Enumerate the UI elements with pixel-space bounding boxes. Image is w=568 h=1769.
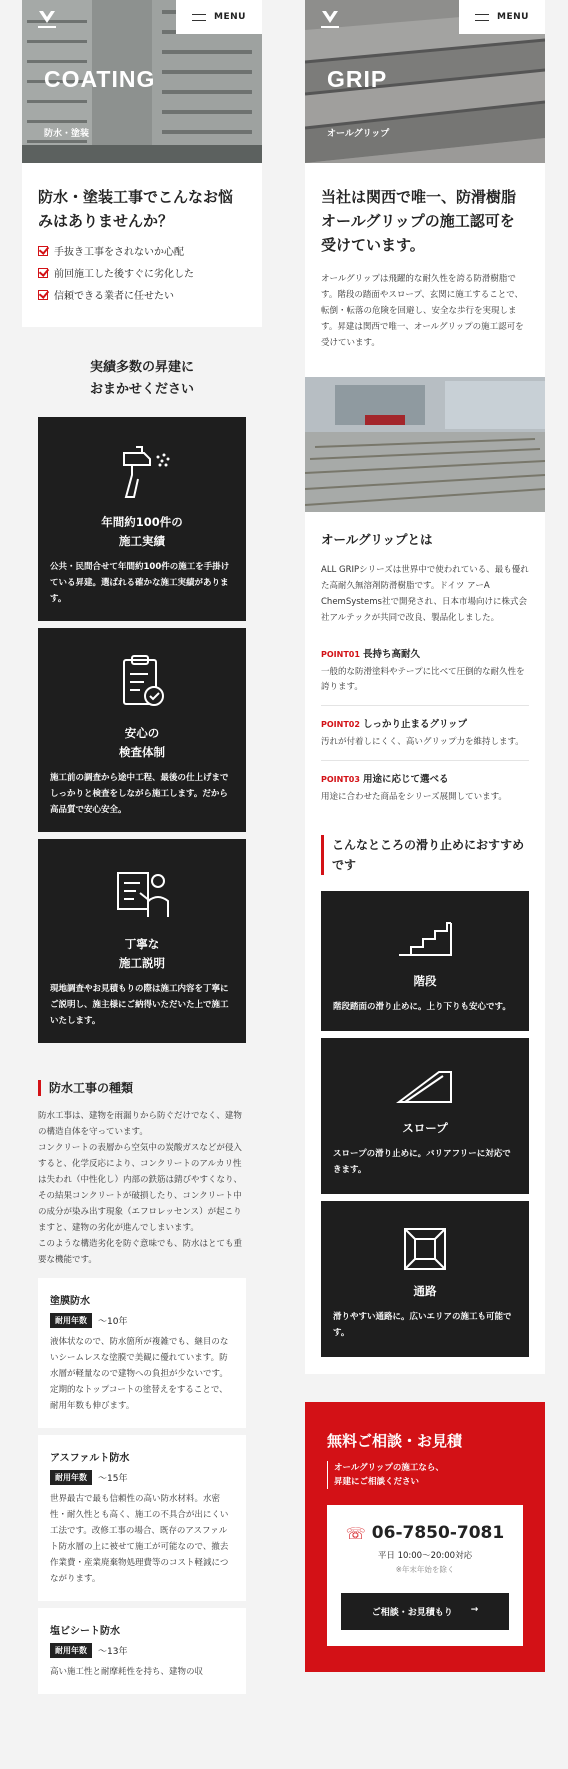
- point-text: 汚れが付着しにくく、高いグリップ力を維持します。: [321, 737, 524, 747]
- spray-gun-icon: [110, 439, 174, 503]
- type-name: 塗膜防水: [50, 1296, 90, 1307]
- place-card: [321, 1038, 529, 1194]
- list-item: 信頼できる業者に任せたい: [38, 287, 246, 302]
- page-subtitle: 防水・塗装: [44, 129, 90, 139]
- place-title: 階段: [413, 974, 437, 988]
- company-logo-icon[interactable]: [34, 8, 60, 34]
- grip-hero: [305, 0, 545, 163]
- menu-label: MENU: [214, 12, 246, 22]
- place-title: 通路: [413, 1284, 437, 1298]
- phone-number: 06-7850-7081: [371, 1523, 505, 1543]
- places-heading: こんなところの滑り止めにおすすめです: [321, 835, 529, 875]
- corridor-icon: [402, 1226, 448, 1272]
- business-hours: 平日 10:00〜20:00対応: [377, 1551, 473, 1561]
- strength-card: [38, 417, 246, 621]
- place-card: [321, 1201, 529, 1357]
- lifespan-badge: 耐用年数: [50, 1470, 92, 1485]
- consultation-button[interactable]: ご相談・お見積もり →: [341, 1593, 509, 1630]
- type-text: 液体状なので、防水箇所が複雑でも、継目のないシームレスな塗膜で美観に優れています。防水層が軽量なので建物への負担が少ないです。定期的なトップコートの塗替えをすることで、耐用年数も伸びます。: [50, 1337, 229, 1411]
- lifespan-value: 〜10年: [98, 1317, 128, 1327]
- type-text: 高い施工性と耐摩耗性を持ち、建物の収: [50, 1667, 204, 1677]
- strength-title: 丁寧な 施工説明: [119, 937, 165, 970]
- presenter-icon: [110, 861, 174, 925]
- allgrip-about-section: [305, 512, 545, 1374]
- coating-hero: [22, 0, 262, 163]
- strength-text: 現地調査やお見積もりの際は施工内容を丁寧にご説明し、施主様にご納得いただいた上で施工いたします。: [50, 984, 229, 1026]
- lifespan-badge: 耐用年数: [50, 1313, 92, 1328]
- point-title: しっかり止まるグリップ: [362, 719, 468, 730]
- menu-label: MENU: [497, 12, 529, 22]
- arrow-right-icon: →: [470, 1605, 479, 1615]
- waterproof-type-card: [38, 1435, 246, 1601]
- strength-text: 公共・民間合せて年間約100件の施工を手掛けている昇建。選ばれる確かな施工実績があります。: [50, 562, 230, 604]
- lifespan-value: 〜15年: [98, 1474, 128, 1484]
- list-item: [321, 636, 529, 706]
- worries-list: [38, 243, 246, 302]
- grip-intro-text: オールグリップは飛躍的な耐久性を誇る防滑樹脂です。階段の踏面やスロープ、玄関に施工することで、転倒・転落の危険を回避し、安全な歩行を実現します。昇建は関西で唯一、オールグリップの施工認可を受けています。: [321, 274, 524, 348]
- checkbox-icon: [38, 290, 48, 300]
- place-text: 滑りやすい通路に。広いエリアの施工も可能です。: [333, 1312, 512, 1338]
- grip-intro-heading: 当社は関西で唯一、防滑樹脂オールグリップの施工認可を受けています。: [321, 188, 517, 254]
- list-item: 手抜き工事をされないか心配: [38, 243, 246, 258]
- clipboard-check-icon: [110, 650, 174, 714]
- entrance-photo: [305, 377, 545, 512]
- contact-title: 無料ご相談・お見積: [327, 1432, 463, 1450]
- entrance-image: [305, 377, 545, 512]
- grip-intro-section: [305, 163, 545, 377]
- point-text: 用途に合わせた商品をシリーズ展開しています。: [321, 792, 507, 802]
- stairs-icon: [395, 919, 455, 959]
- coating-column: [22, 0, 262, 1694]
- checkbox-icon: [38, 268, 48, 278]
- menu-button[interactable]: [176, 0, 262, 34]
- menu-button[interactable]: [459, 0, 545, 34]
- grip-column: [305, 0, 545, 1672]
- waterproof-types-heading: 防水工事の種類: [38, 1079, 246, 1096]
- point-title: 長持ち高耐久: [362, 649, 420, 660]
- type-text: 世界最古で最も信頼性の高い防水材料。水密性・耐久性とも高く、施工の不具合が出にくい工法です。改修工事の場合、既存のアスファルト防水層の上に被せて施工が可能なので、撤去作業費・産業廃棄物処理費等のコスト軽減につながります。: [50, 1494, 229, 1584]
- place-title: スロープ: [402, 1121, 448, 1135]
- place-card: [321, 891, 529, 1031]
- waterproof-type-card: [38, 1608, 246, 1694]
- waterproof-description: 防水工事は、建物を雨漏りから防ぐだけでなく、建物の構造自体を守っています。 コンクリートの表層から空気中の炭酸ガスなどが侵入すると、化学反応により、コンクリートのアルカリ性は失われ（中性化し）内部の鉄筋は錆びやすくなり、その結果コンクリートが破損したり、コンクリート中の成分が染み出す現象（エフロレッセンス）が起こりますと、建物の劣化が進んでしまいます。 このような構造劣化を防ぐ意味でも、防水はとても重要な機能です。: [38, 1111, 243, 1265]
- list-item: 前回施工した後すぐに劣化した: [38, 265, 246, 280]
- place-text: 階段踏面の滑り止めに。上り下りも安心です。: [333, 1002, 511, 1012]
- lifespan-badge: 耐用年数: [50, 1643, 92, 1658]
- contact-lead: オールグリップの施工なら、 昇建にご相談ください: [327, 1461, 523, 1489]
- phone-link[interactable]: [341, 1523, 509, 1543]
- hamburger-icon: [192, 14, 206, 21]
- point-number: POINT02: [321, 720, 360, 729]
- contact-box: [327, 1505, 523, 1646]
- point-number: POINT03: [321, 775, 360, 784]
- place-text: スロープの滑り止めに。バリアフリーに対応できます。: [333, 1149, 511, 1175]
- hamburger-icon: [475, 14, 489, 21]
- point-number: POINT01: [321, 650, 360, 659]
- phone-icon: ☏: [345, 1523, 366, 1543]
- strength-card: [38, 839, 246, 1043]
- list-item: [321, 761, 529, 815]
- list-item: [321, 706, 529, 761]
- page-subtitle: オールグリップ: [327, 129, 390, 139]
- strength-title: 安心の 検査体制: [119, 726, 165, 759]
- point-title: 用途に応じて選べる: [362, 774, 449, 785]
- points-list: [321, 636, 529, 815]
- strength-title: 年間約100件の 施工実績: [101, 515, 183, 548]
- slope-icon: [395, 1066, 455, 1106]
- worries-heading: 防水・塗装工事でこんなお悩みはありませんか？: [38, 188, 234, 230]
- page-title: COATING: [44, 66, 156, 92]
- contact-section: [305, 1402, 545, 1672]
- strengths-title: 実績多数の昇建に おまかせください: [89, 360, 194, 397]
- waterproof-type-card: [38, 1278, 246, 1428]
- strength-text: 施工前の調査から途中工程、最後の仕上げまでしっかりと検査をしながら施工します。だから高品質で安心安全。: [50, 773, 229, 815]
- worries-section: [22, 163, 262, 327]
- about-text: ALL GRIPシリーズは世界中で使われている、最も優れた高耐久無溶剤防滑樹脂です。ドイツ アーA ChemSystems社で開発され、日本市場向けに株式会社アルテックが共同で改良、製品化しました。: [321, 565, 529, 623]
- type-name: アスファルト防水: [50, 1453, 130, 1464]
- type-name: 塩ビシート防水: [50, 1626, 120, 1637]
- lifespan-value: 〜13年: [98, 1647, 128, 1657]
- company-logo-icon[interactable]: [317, 8, 343, 34]
- hours-note: ※年末年始を除く: [395, 1565, 455, 1574]
- point-text: 一般的な防滑塗料やテープに比べて圧倒的な耐久性を誇ります。: [321, 667, 525, 692]
- about-title: オールグリップとは: [321, 532, 433, 547]
- checkbox-icon: [38, 246, 48, 256]
- strength-card: [38, 628, 246, 832]
- page-title: GRIP: [327, 66, 388, 92]
